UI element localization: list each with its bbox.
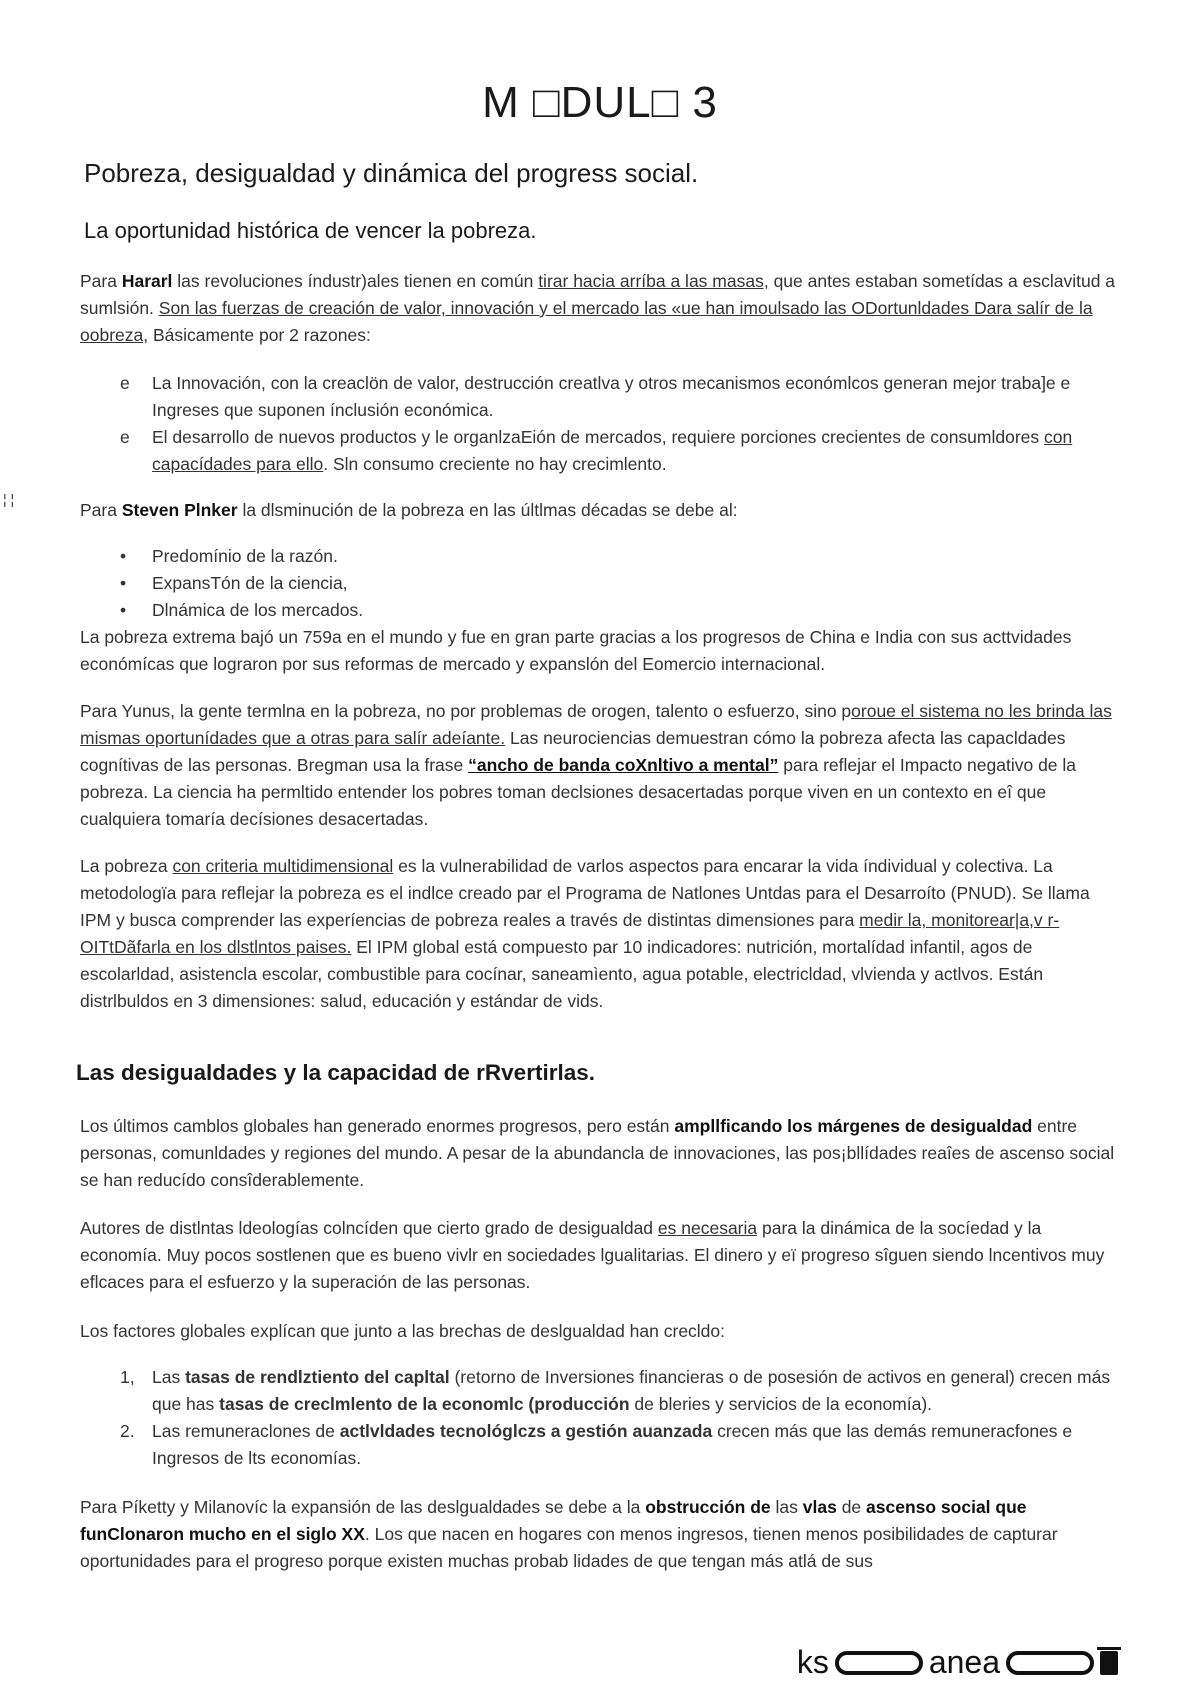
paragraph-text: Las neurociencias demuestran cómo la pobreza afecta las capacldades cognítivas de las personas. Bregman usa la frase [80,728,1066,775]
underlined-phrase: con criteria multidimensional [172,856,394,876]
paragraph-text: entre personas, comunldades y regiones del mundo. A pesar de la abundancla de innovaciones, las pos¡bllídades reaîes de ascenso social se han reducído consîderablemente. [80,1116,1115,1190]
watermark-text: anea [928,1644,1000,1680]
bold-phrase: actlvldades tecnológlczs a gestión auanzada [339,1421,713,1441]
paragraph-text: de [836,1497,867,1517]
list-item-text: La Innovación, con la creaclön de valor, destrucción creatlva y otros mecanismos económlcos generan mejor traba]e e Ingreses que suponen ínclusión económica. [152,373,1071,420]
underlined-phrase: con capacídades para ello [152,427,1073,474]
paragraph-text: El IPM global está compuesto par 10 indicadores: nutrición, mortalídad infantil, agos de escolarldad, asistencla escolar, combustible para cocínar, saneamìento, agua potable, electricldad, vlvienda y actlvos. Están distrlbuldos en 3 dimensiones: salud, educación y estándar de vids. [80,937,1044,1011]
trash-icon [1100,1651,1118,1675]
bold-phrase: obstrucción de [645,1497,771,1517]
underlined-phrase: Son las fuerzas de creación de valor, innovación y el mercado las «ue han imoulsado las ODortunldades Dara salír de la oobreza, [80,298,1093,345]
factors-list [80,1364,1120,1472]
list-item-text: crecen más que las demás remuneracfones e Ingresos de lts economías. [152,1421,1073,1468]
paragraph-text: para reflejar el Impacto negativo de la pobreza. La ciencia ha permltido entender los pobres toman declsiones desacertadas porque viven en un contexto en eî que cualquiera tomaría decísiones desacertadas. [80,755,1077,829]
list-item-text: ExpansTón de la ciencia, [152,573,348,593]
list-item-text: Las [152,1367,186,1387]
list-item [80,570,1120,597]
paragraph-piketty [80,1494,1120,1575]
paragraph-text: La pobreza [80,856,173,876]
paragraph-multidimensional [80,853,1120,1015]
list-item-text: de bleries y servicios de la economía). [629,1394,933,1414]
page-title: M □DUL□ 3 [482,78,718,127]
pinker-list [80,543,1120,624]
underlined-phrase: tirar hacia arríba a las masas, [538,271,769,291]
underlined-phrase: es necesaria [657,1218,758,1238]
margin-marks: ¦ ¦ [3,491,15,507]
list-item [80,1364,1120,1418]
paragraph-text: es la vulnerabilidad de varlos aspectos para encarar la vida índividual y colectiva. La metodologïa para reflejar la pobreza es el indlce creado par el Programa de Natlones Untdas para el Desarroíto (PNUD). Se llama IPM y busca comprender las experíencias de pobreza reales a través de distintas dimensiones para [80,856,1090,930]
list-marker: e [120,373,130,393]
list-item [80,424,1120,478]
paragraph-text: que antes estaban sometídas a esclavitud a sumlsión. [80,271,1116,318]
pill-shape-icon [835,1651,923,1675]
quoted-phrase: “ancho de banda coXnltivo a mental” [468,755,779,775]
paragraph-text: para la dinámica de la socíedad y la economía. Muy pocos sostlenen que es bueno vivlr en sociedades lgualitarias. El dinero y eï progreso sîguen siendo lncentivos muy eflcaces para el esfuerzo y la superación de las personas. [80,1218,1105,1292]
bold-phrase: ascenso social que funClonaron mucho en el siglo XX [80,1497,1027,1544]
paragraph-authors [80,1215,1120,1296]
paragraph-text: Autores de distlntas ldeologías colncíden que cierto grado de desigualdad [80,1218,658,1238]
paragraph-yunus [80,698,1120,833]
paragraph-text: las revoluciones índustr)ales tienen en común [177,271,539,291]
bold-phrase: tasas de creclmlento de la economlc (producción [219,1394,630,1414]
bold-phrase: ampllficando los márgenes de desigualdad [674,1116,1033,1136]
bold-phrase: tasas de rendlztiento del capltal [185,1367,450,1387]
list-item-text: . Sln consumo creciente no hay crecimlento. [323,454,667,474]
scanner-watermark [797,1644,1118,1681]
paragraph-global-factors: Los factores globales explícan que junto a las brechas de deslgualdad han crecldo: [80,1321,726,1341]
underlined-phrase: medir la, monitorear|a,v r-OITtDãfarla en los dlstlntos paises. [80,910,1060,957]
list-item-text: El desarrollo de nuevos productos y le organlzaEión de mercados, requiere porciones crecientes de consumldores [152,427,1045,447]
author-name: Hararl [121,271,178,291]
paragraph-harari [80,268,1120,349]
paragraph-text: Para Yunus, la gente termlna en la pobreza, no por problemas de orogen, talento o esfuerzo, sino p [80,701,852,721]
paragraph-global-changes [80,1113,1120,1194]
list-item-text: Las remuneraclones de [152,1421,340,1441]
document-subtitle: Pobreza, desigualdad y dinámica del progress social. [84,158,699,188]
watermark-text: ks [796,1644,829,1680]
paragraph-text: Los últimos camblos globales han generado enormes progresos, pero están [80,1116,675,1136]
paragraph-text: las [770,1497,803,1517]
author-name: Steven Plnker [121,500,238,520]
section-heading: Las desigualdades y la capacidad de rRvertirlas. [76,1060,595,1085]
list-item [80,597,1120,624]
paragraph-text: la dlsminución de la pobreza en las últlmas décadas se debe al: [237,500,738,520]
paragraph-text: Para [80,500,122,520]
list-item [80,370,1120,424]
list-item-text: (retorno de Inversiones financieras o de posesión de activos en general) crecen más que has [152,1367,1111,1414]
list-marker: e [120,427,130,447]
underlined-phrase: oroue el sistema no les brinda las mismas oportunídades que a otras para salír adeíante. [80,701,1112,748]
bold-phrase: vlas [802,1497,837,1517]
paragraph-pinker [80,497,1120,524]
paragraph-text: Para Píketty y Milanovíc la expansión de las deslgualdades se debe a la [80,1497,646,1517]
paragraph-text: . Los que nacen en hogares con menos ingresos, tienen menos posibilidades de capturar oportunidades para el progreso porque existen muchas probab lidades de que tengan más atlá de sus [80,1524,1058,1571]
pill-shape-icon [1006,1651,1094,1675]
paragraph-text: Para [80,271,122,291]
reasons-list [80,370,1120,478]
list-item [80,1418,1120,1472]
paragraph-extreme-poverty: La pobreza extrema bajó un 759a en el mundo y fue en gran parte gracias a los progresos de China e India con sus acttvidades económícas que lograron por sus reformas de mercado y expanslón del Eomercio internacional. [80,627,1072,674]
bullet-icon: • [120,600,127,620]
paragraph-text: Básicamente por 2 razones: [148,325,371,345]
list-item-text: Predomínio de la razón. [152,546,338,566]
list-number: 2. [120,1421,135,1441]
bullet-icon: • [120,573,127,593]
list-number: 1, [120,1367,135,1387]
list-item-text: Dlnámica de los mercados. [152,600,364,620]
list-item [80,543,1120,570]
section-subtitle: La oportunidad histórica de vencer la pobreza. [84,218,537,243]
bullet-icon: • [120,546,127,566]
